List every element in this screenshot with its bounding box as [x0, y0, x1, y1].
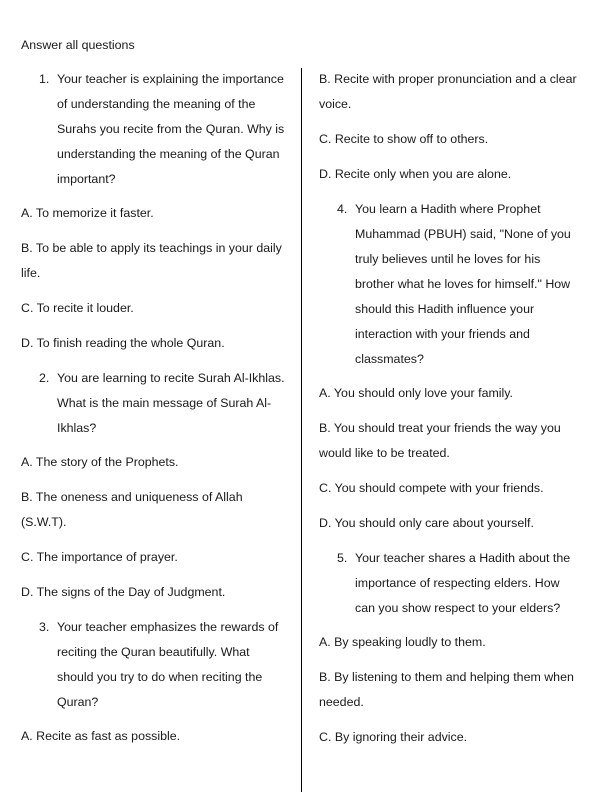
question-number: 3. [39, 620, 50, 634]
option-2b: B. The oneness and uniqueness of Allah (S.W.T). [21, 490, 243, 529]
question-text: You are learning to recite Surah Al-Ikhlas. What is the main message of Surah Al-Ikhlas? [57, 371, 285, 435]
column-divider [301, 68, 302, 792]
left-column [21, 67, 289, 759]
option-5c: C. By ignoring their advice. [319, 730, 468, 744]
question-text: Your teacher shares a Hadith about the importance of respecting elders. How can you show respect to your elders? [355, 551, 571, 615]
question-number: 4. [337, 202, 348, 216]
option-4a: A. You should only love your family. [319, 386, 514, 400]
question-number: 5. [337, 551, 348, 565]
option-4c: C. You should compete with your friends. [319, 481, 544, 495]
option-4b: B. You should treat your friends the way you would like to be treated. [319, 421, 561, 460]
option-3a: A. Recite as fast as possible. [21, 729, 181, 743]
option-5a: A. By speaking loudly to them. [319, 635, 486, 649]
option-1c: C. To recite it louder. [21, 301, 134, 315]
option-2c: C. The importance of prayer. [21, 550, 178, 564]
option-3c: C. Recite to show off to others. [319, 132, 489, 146]
question-2 [21, 366, 289, 441]
question-1 [21, 67, 289, 192]
option-1a: A. To memorize it faster. [21, 206, 154, 220]
option-2a: A. The story of the Prophets. [21, 455, 179, 469]
question-text: Your teacher is explaining the importance of understanding the meaning of the Surahs you recite from the Quran. Why is understanding the meaning of the Quran important? [57, 72, 285, 186]
right-column [319, 67, 581, 760]
question-5 [319, 546, 581, 621]
option-1b: B. To be able to apply its teachings in your daily life. [21, 241, 282, 280]
question-number: 2. [39, 371, 50, 385]
option-4d: D. You should only care about yourself. [319, 516, 534, 530]
question-number: 1. [39, 72, 50, 86]
question-text: Your teacher emphasizes the rewards of reciting the Quran beautifully. What should you try to do when reciting the Quran? [57, 620, 279, 709]
option-5b: B. By listening to them and helping them when needed. [319, 670, 574, 709]
question-3 [21, 615, 289, 715]
question-4 [319, 197, 581, 372]
question-text: You learn a Hadith where Prophet Muhammad (PBUH) said, "None of you truly believes until he loves for his brother what he loves for himself." How should this Hadith influence your interaction with your friends and classmates? [355, 202, 571, 366]
option-1d: D. To finish reading the whole Quran. [21, 336, 225, 350]
option-3d: D. Recite only when you are alone. [319, 167, 512, 181]
instructions-header: Answer all questions [21, 38, 135, 52]
option-2d: D. The signs of the Day of Judgment. [21, 585, 226, 599]
option-3b: B. Recite with proper pronunciation and a clear voice. [319, 72, 577, 111]
